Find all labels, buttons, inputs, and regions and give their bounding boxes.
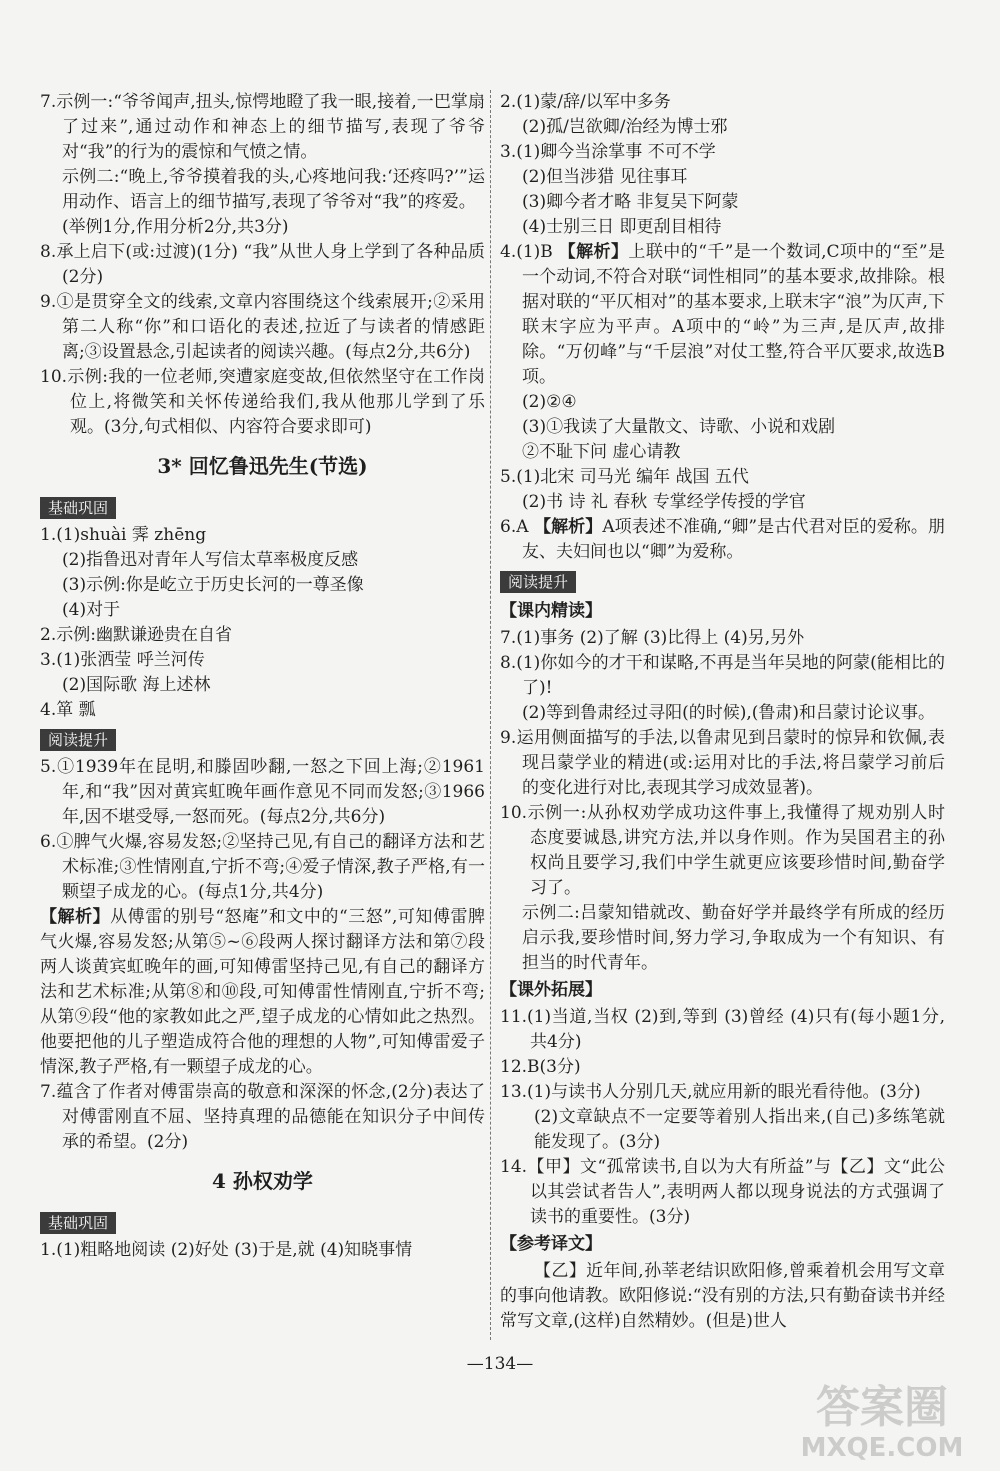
answer-e14: 14.【甲】文“孤常读书,自以为大有所益”与【乙】文“此公以其尝试者告人”,表明两人都以现身说法的方式强调了读书的重要性。(3分) [500, 1157, 945, 1227]
right-column [500, 90, 945, 1334]
basic-1-2: (2)指鲁迅对青年人写信太草率极度反感 [62, 550, 359, 570]
answer-d10-2: 示例二:吕蒙知错就改、勤奋好学并最终学有所成的经历启示我,要珍惜时间,努力学习,争取成为一个有知识、有担当的时代青年。 [522, 903, 945, 973]
answer-4-3: (3)①我读了大量散文、诗歌、小说和戏剧 [522, 417, 836, 437]
analysis-text: A项表述不准确,“卿”是古代君对臣的爱称。朋友、夫妇间也以“卿”为爱称。 [522, 517, 945, 562]
answer-5-2: (2)书 诗 礼 春秋 专掌经学传授的学官 [522, 492, 806, 512]
sub-tag-translation: 【参考译文】 [500, 1234, 602, 1254]
answer-7-example-2: 示例二:“晚上,爷爷摸着我的头,心疼地问我:‘还疼吗?’”运用动作、语言上的细节描写,表现了爷爷对“我”的疼爱。 [62, 167, 485, 212]
left-column [40, 90, 485, 1263]
analysis-text: 上联中的“千”是一个数词,C项中的“至”是一个动词,不符合对联“词性相同”的基本要求,故排除。根据对联的“平仄相对”的基本要求,上联末字“浪”为仄声,下联末字应为平声。A项中的“岭”为三声,是仄声,故排除。“万仞峰”与“千层浪”对仗工整,符合平仄要求,故选B项。 [522, 242, 945, 387]
answer-9: 9.①是贯穿全文的线索,文章内容围绕这个线索展开;②采用第二人称“你”和口语化的表述,拉近了与读者的情感距离;③设置悬念,引起读者的阅读兴趣。(每点2分,共6分) [40, 292, 485, 362]
basic-c1: 1.(1)粗略地阅读 (2)好处 (3)于是,就 (4)知晓事情 [40, 1240, 413, 1260]
basic-4: 4.箪 瓢 [40, 700, 96, 720]
answer-10: 10.示例:我的一位老师,突遭家庭变故,但依然坚守在工作岗位上,将微笑和关怀传递给我们,我从他那儿学到了乐观。(3分,句式相似、内容符合要求即可) [40, 367, 485, 437]
answer-d9: 9.运用侧面描写的手法,以鲁肃见到吕蒙时的惊异和钦佩,表现吕蒙学业的精进(或:运用对比的手法,将吕蒙学习前后的变化进行对比,表现其学习成效显著)。 [500, 728, 945, 798]
basic-1: 1.(1)shuài 霁 zhēng [40, 525, 207, 545]
analysis-text: 从傅雷的别号“怒庵”和文中的“三怒”,可知傅雷脾气火爆,容易发怒;从第⑤~⑥段两人探讨翻译方法和第⑦段两人谈黄宾虹晚年的画,可知傅雷坚持己见,有自己的翻译方法和艺术标准;从第⑧和⑩段,可知傅雷性情刚直,宁折不弯;从第⑨段“他的家教如此之严,望子成龙的心情如此之热烈。他要把他的儿子塑造成符合他的理想的人物”,可知傅雷爱子情深,教子严格,有一颗望子成龙的心。 [40, 907, 486, 1077]
answer-e13: 13.(1)与读书人分别几天,就应用新的眼光看待他。(3分) [500, 1082, 921, 1102]
basic-3-2: (2)国际歌 海上述林 [62, 675, 211, 695]
answer-d10: 10.示例一:从孙权劝学成功这件事上,我懂得了规劝别人时态度要诚恳,讲究方法,并以身作则。作为吴国君主的孙权尚且要学习,我们中学生就更应该要珍惜时间,勤奋学习了。 [500, 803, 945, 898]
section-tag-reading: 阅读提升 [40, 729, 116, 751]
answer-e11: 11.(1)当道,当权 (2)到,等到 (3)曾经 (4)只有(每小题1分,共4分) [500, 1007, 945, 1052]
watermark-url: MXQE.COM [800, 1433, 964, 1463]
analysis-label: 【解析】 [533, 517, 603, 537]
reading-7: 7.蕴含了作者对傅雷崇高的敬意和深深的怀念,(2分)表达了对傅雷刚直不屈、坚持真理的品德能在知识分子中间传承的希望。(2分) [40, 1082, 485, 1152]
answer-2: 2.(1)蒙/辞/以军中多务 [500, 92, 671, 112]
basic-2: 2.示例:幽默谦逊贵在自省 [40, 625, 232, 645]
page-number: —134— [466, 1354, 534, 1374]
answer-e13-2: (2)文章缺点不一定要等着别人指出来,(自己)多练笔就能发现了。(3分) [534, 1107, 945, 1152]
reading-6-analysis [40, 905, 485, 1080]
answer-4-2: (2)②④ [522, 392, 577, 412]
answer-3-4: (4)士别三日 即更刮目相待 [522, 217, 722, 237]
basic-1-3: (3)示例:你是屹立于历史长河的一尊圣像 [62, 575, 364, 595]
answer-4-head: 4.(1)B [500, 242, 559, 262]
answer-2-2: (2)孤/岂欲卿/治经为博士邪 [522, 117, 728, 137]
section-tag-basic: 基础巩固 [40, 497, 116, 519]
answer-3-3: (3)卿今者才略 非复吴下阿蒙 [522, 192, 739, 212]
answer-d8-2: (2)等到鲁肃经过寻阳(的时候),(鲁肃)和吕蒙讨论议事。 [522, 703, 936, 723]
answer-7-score: (举例1分,作用分析2分,共3分) [62, 217, 289, 237]
lesson-3-title: 3* 回忆鲁迅先生(节选) [157, 454, 368, 478]
answer-e12: 12.B(3分) [500, 1057, 581, 1077]
answer-3: 3.(1)卿今当涂掌事 不可不学 [500, 142, 716, 162]
lesson-4-title: 4 孙权劝学 [212, 1169, 313, 1193]
analysis-label: 【解析】 [558, 242, 629, 262]
sub-tag-outer: 【课外拓展】 [500, 980, 602, 1000]
answer-6 [500, 515, 945, 565]
answer-4-3b: ②不耻下问 虚心请教 [522, 442, 681, 462]
answer-7: 7.示例一:“爷爷闻声,扭头,惊愕地瞪了我一眼,接着,一巴掌扇了过来”,通过动作和神态上的细节描写,表现了爷爷对“我”的行为的震惊和气愤之情。 [40, 92, 485, 162]
watermark-logo [782, 1370, 982, 1465]
reading-6: 6.①脾气火爆,容易发怒;②坚持己见,有自己的翻译方法和艺术标准;③性情刚直,宁折不弯;④爱子情深,教子严格,有一颗望子成龙的心。(每点1分,共4分) [40, 832, 485, 902]
answer-3-2: (2)但当涉猎 见往事耳 [522, 167, 688, 187]
basic-1-4: (4)对于 [62, 600, 121, 620]
answer-d8: 8.(1)你如今的才干和谋略,不再是当年吴地的阿蒙(能相比的了)! [500, 653, 945, 698]
column-divider [490, 90, 491, 1340]
answer-d7: 7.(1)事务 (2)了解 (3)比得上 (4)另,另外 [500, 628, 805, 648]
watermark-text: 答案圈 [816, 1382, 948, 1433]
answer-4 [500, 240, 945, 390]
answer-6-head: 6.A [500, 517, 534, 537]
analysis-label: 【解析】 [40, 907, 111, 927]
translation-text: 【乙】近年间,孙莘老结识欧阳修,曾乘着机会用写文章的事向他请教。欧阳修说:“没有别的方法,只有勤奋读书并经常写文章,(这样)自然精妙。(但是)世人 [500, 1261, 945, 1331]
reading-5: 5.①1939年在昆明,和滕固吵翻,一怒之下回上海;②1961年,和“我”因对黄宾虹晚年画作意见不同而发怒;③1966年,因不堪受辱,一怒而死。(每点2分,共6分) [40, 757, 485, 827]
basic-3: 3.(1)张洒莹 呼兰河传 [40, 650, 205, 670]
section-tag-reading: 阅读提升 [500, 571, 576, 593]
answer-8: 8.承上启下(或:过渡)(1分) “我”从世人身上学到了各种品质(2分) [40, 242, 485, 287]
section-tag-basic-2: 基础巩固 [40, 1212, 116, 1234]
sub-tag-inner: 【课内精读】 [500, 601, 602, 621]
answer-5: 5.(1)北宋 司马光 编年 战国 五代 [500, 467, 749, 487]
